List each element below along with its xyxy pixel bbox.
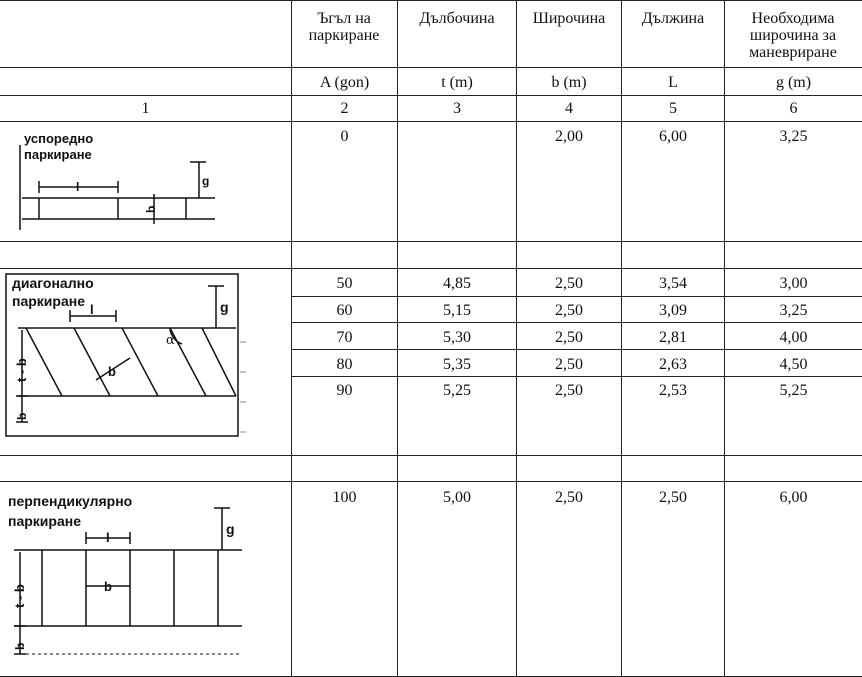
header-angle: Ъгъл на паркиране <box>308 10 380 44</box>
depth-symbol: t - b <box>14 358 29 382</box>
header-length: Дължина <box>641 10 705 27</box>
cell-width: 2,00 <box>555 128 583 145</box>
cell-maneuver: 3,25 <box>779 302 808 319</box>
depth-symbol: t - b <box>12 584 27 608</box>
perpendicular-parking-diagram <box>4 488 244 668</box>
unit-depth: t (m) <box>441 74 473 91</box>
row-line <box>0 241 862 242</box>
col-number: 5 <box>669 100 677 117</box>
length-symbol: l <box>90 302 94 317</box>
cell-length: 2,50 <box>659 489 687 506</box>
perpendicular-parking-label: перпендикулярно паркиране <box>8 493 133 529</box>
col-number: 6 <box>789 100 798 117</box>
row-line <box>0 0 862 1</box>
cell-angle: 80 <box>336 356 353 373</box>
maneuver-symbol: g <box>220 299 229 315</box>
offset-symbol: b <box>15 412 29 420</box>
parallel-parking-label: успоредно паркиране <box>24 131 94 162</box>
cell-length: 3,54 <box>659 275 687 292</box>
cell-angle: 70 <box>336 329 353 346</box>
cell-width: 2,50 <box>555 302 583 319</box>
cell-maneuver: 5,25 <box>779 382 808 399</box>
cell-maneuver: 3,00 <box>779 275 808 292</box>
row-line <box>291 296 862 297</box>
col-number: 3 <box>453 100 461 117</box>
cell-angle: 0 <box>340 128 349 145</box>
row-line <box>0 268 862 269</box>
col-number: 1 <box>141 100 150 117</box>
header-width: Широчина <box>532 10 606 27</box>
cell-depth: 5,00 <box>443 489 471 506</box>
cell-width: 2,50 <box>555 356 583 373</box>
unit-width: b (m) <box>551 74 587 91</box>
width-symbol: b <box>104 579 112 594</box>
cell-length: 2,63 <box>659 356 687 373</box>
cell-depth: 5,15 <box>443 302 471 319</box>
width-symbol: b <box>144 205 158 213</box>
offset-symbol: b <box>13 642 27 650</box>
parallel-parking-diagram <box>10 130 220 235</box>
row-line <box>0 67 862 68</box>
width-symbol: b <box>108 364 116 379</box>
cell-length: 2,53 <box>659 382 687 399</box>
header-depth: Дълбочина <box>419 10 495 27</box>
cell-angle: 60 <box>336 302 353 319</box>
cell-angle: 50 <box>336 275 353 292</box>
diagonal-parking-diagram <box>4 272 246 444</box>
cell-angle: 90 <box>336 382 353 399</box>
row-line <box>291 322 862 323</box>
unit-maneuver: g (m) <box>775 74 812 91</box>
cell-angle: 100 <box>332 489 357 506</box>
cell-maneuver: 3,25 <box>779 128 808 145</box>
row-line <box>0 95 862 96</box>
cell-length: 2,81 <box>659 329 687 346</box>
col-number: 2 <box>340 100 349 117</box>
row-line <box>0 455 862 456</box>
row-line <box>0 481 862 482</box>
cell-length: 3,09 <box>659 302 687 319</box>
length-symbol: l <box>106 530 110 545</box>
cell-depth: 5,25 <box>443 382 471 399</box>
unit-length: L <box>668 74 678 91</box>
length-symbol: l <box>76 180 80 194</box>
cell-width: 2,50 <box>555 329 583 346</box>
cell-width: 2,50 <box>555 489 583 506</box>
maneuver-symbol: g <box>202 174 210 188</box>
cell-width: 2,50 <box>555 382 583 399</box>
diagonal-parking-label: диагонално паркиране <box>12 275 94 309</box>
row-line <box>0 121 862 122</box>
header-maneuver-width: Необходима широчина за маневриране <box>749 10 837 61</box>
cell-depth: 4,85 <box>443 275 471 292</box>
cell-maneuver: 4,50 <box>779 356 808 373</box>
angle-symbol: α <box>166 333 175 348</box>
row-line <box>291 376 862 377</box>
cell-length: 6,00 <box>659 128 687 145</box>
maneuver-symbol: g <box>226 521 235 537</box>
cell-width: 2,50 <box>555 275 583 292</box>
row-line <box>291 349 862 350</box>
cell-maneuver: 6,00 <box>779 489 808 506</box>
cell-depth: 5,35 <box>443 356 471 373</box>
col-number: 4 <box>565 100 573 117</box>
unit-angle: A (gon) <box>319 74 370 91</box>
cell-depth: 5,30 <box>443 329 471 346</box>
cell-maneuver: 4,00 <box>779 329 808 346</box>
